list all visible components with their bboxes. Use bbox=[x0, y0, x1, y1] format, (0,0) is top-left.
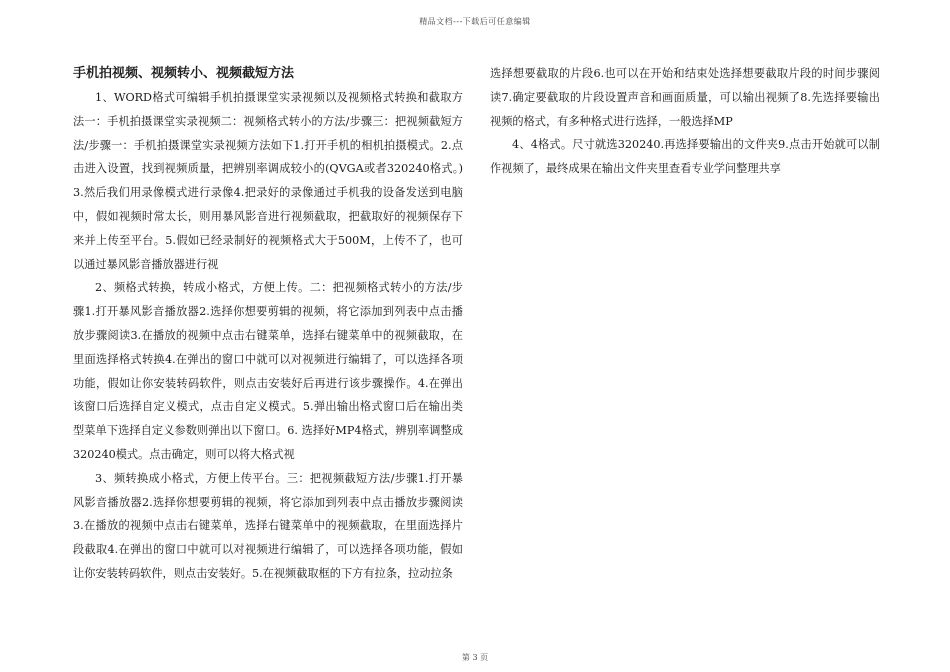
paragraph-3: 3、频转换成小格式，方便上传平台。三：把视频截短方法/步骤1.打开暴风影音播放器2.选择你想要剪辑的视频，将它添加到列表中点击播放步骤阅读3.在播放的视频中点击右键菜单，选择右键菜单中的视频截取，在里面选择片段截取4.在弹出的窗口中就可以对视频进行编辑了，可以选择各项功能，假如让你安装转码软件，则点击安装好。5.在视频截取框的下方有拉条，拉动拉条 bbox=[73, 471, 463, 580]
paragraph-2: 2、频格式转换，转成小格式，方便上传。二：把视频格式转小的方法/步骤1.打开暴风影音播放器2.选择你想要剪辑的视频，将它添加到列表中点击播放步骤阅读3.在播放的视频中点击右键菜单，选择右键菜单中的视频截取，在里面选择格式转换4.在弹出的窗口中就可以对视频进行编辑了，可以选择各项功能，假如让你安装转码软件，则点击安装好后再进行该步骤操作。4.在弹出该窗口后选择自定义模式，点击自定义模式。5.弹出输出格式窗口后在输出类型菜单下选择自定义参数则弹出以下窗口。6. 选择好MP4格式，辨别率调整成320240模式。点击确定，则可以将大格式视 bbox=[73, 281, 463, 461]
page-number: 第 3 页 bbox=[461, 653, 489, 662]
document-title: 手机拍视频、视频转小、视频截短方法 bbox=[73, 66, 295, 81]
paragraph-4: 4、4格式。尺寸就选320240.再选择要输出的文件夹9.点击开始就可以制作视频了，最终成果在输出文件夹里查看专业学问整理共享 bbox=[490, 138, 880, 176]
left-column bbox=[73, 62, 486, 586]
paragraph-1: 1、WORD格式可编辑手机拍摄课堂实录视频以及视频格式转换和截取方法一：手机拍摄课堂实录视频二：视频格式转小的方法/步骤三：把视频截短方法/步骤一：手机拍摄课堂实录视频方法如下1.打开手机的相机拍摄模式。2.点击进入设置，找到视频质量，把辨别率调成较小的(QVGA或者320240格式。) 3.然后我们用录像模式进行录像4.把录好的录像通过手机我的设备发送到电脑中，假如视频时常太长，则用暴风影音进行视频截取，把截取好的视频保存下来并上传至平台。5.假如已经录制好的视频格式大于500M，上传不了，也可以通过暴风影音播放器进行视 bbox=[73, 91, 486, 271]
right-column bbox=[490, 62, 880, 181]
paragraph-3-continued: 选择想要截取的片段6.也可以在开始和结束处选择想要截取片段的时间步骤阅读7.确定要截取的片段设置声音和画面质量，可以输出视频了8.先选择要输出视频的格式，有多种格式进行选择，一般选择MP bbox=[490, 67, 880, 128]
page-header: 精品文档---下载后可任意编辑 bbox=[419, 17, 531, 26]
